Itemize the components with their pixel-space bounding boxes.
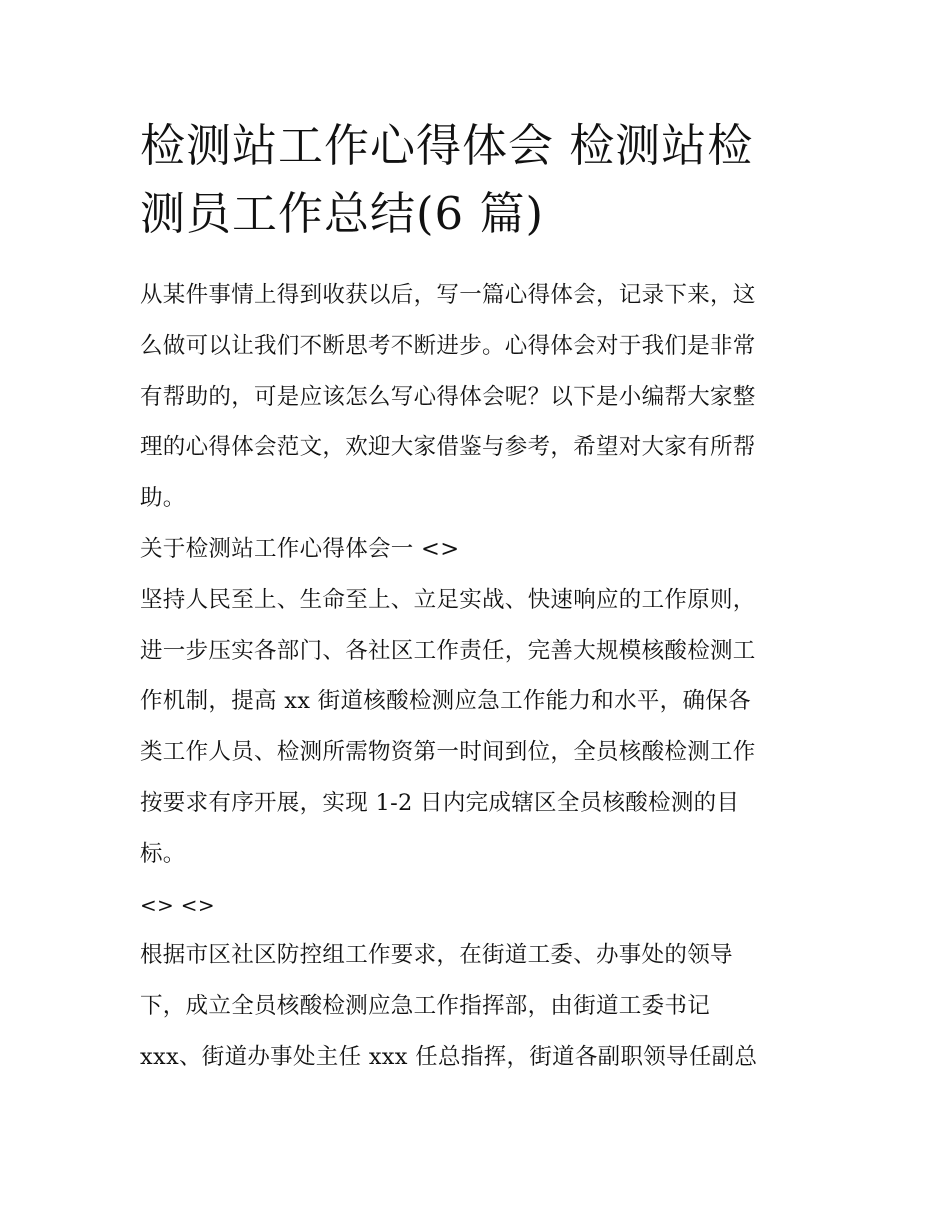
body-line: 根据市区社区防控组工作要求，在街道工委、办事处的领导 <box>140 942 733 969</box>
body-line: 助。 <box>140 485 186 512</box>
title-line-1: 检测站工作心得体会 检测站检 <box>140 119 754 172</box>
body-line: 作机制，提高 xx 街道核酸检测应急工作能力和水平，确保各 <box>140 688 751 715</box>
body-line: 下，成立全员核酸检测应急工作指挥部，由街道工委书记 <box>140 993 711 1020</box>
placeholder-line: <> <> <box>140 892 215 917</box>
body-line: 理的心得体会范文，欢迎大家借鉴与参考，希望对大家有所帮 <box>140 434 756 461</box>
document-page <box>140 112 812 1083</box>
title-line-2: 测员工作总结(6 篇) <box>140 187 545 240</box>
body-line: 标。 <box>140 840 186 867</box>
body-line: 有帮助的，可是应该怎么写心得体会呢？以下是小编帮大家整 <box>140 383 756 410</box>
body-line: 坚持人民至上、生命至上、立足实战、快速响应的工作原则， <box>140 586 756 613</box>
document-title <box>140 112 812 248</box>
body-line: 进一步压实各部门、各社区工作责任，完善大规模核酸检测工 <box>140 637 756 664</box>
body-line: 么做可以让我们不断思考不断进步。心得体会对于我们是非常 <box>140 332 756 359</box>
document-body <box>140 270 812 1083</box>
body-line: xxx、街道办事处主任 xxx 任总指挥，街道各副职领导任副总 <box>140 1043 758 1070</box>
body-line: 按要求有序开展，实现 1-2 日内完成辖区全员核酸检测的目 <box>140 789 740 816</box>
body-line: 类工作人员、检测所需物资第一时间到位，全员核酸检测工作 <box>140 739 756 766</box>
section-heading: 关于检测站工作心得体会一 <> <box>140 535 460 562</box>
body-line: 从某件事情上得到收获以后，写一篇心得体会，记录下来，这 <box>140 282 756 308</box>
